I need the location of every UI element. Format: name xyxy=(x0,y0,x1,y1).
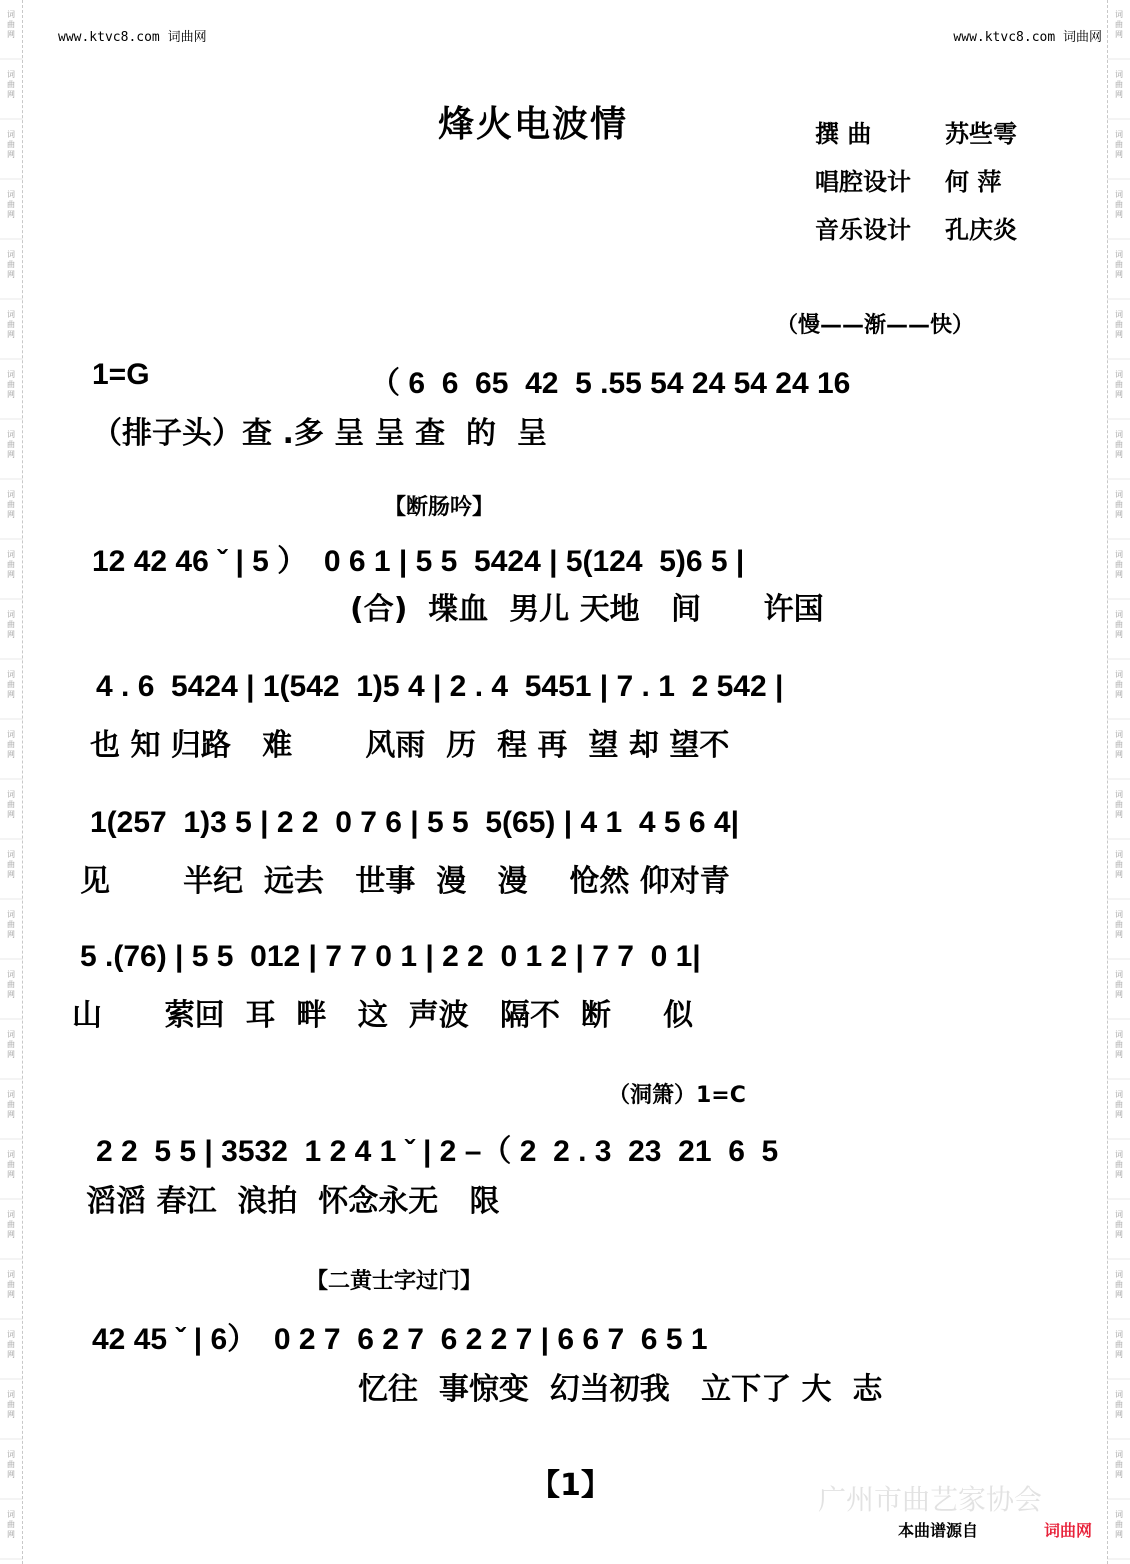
side-mark-text: 词曲网 xyxy=(7,730,15,759)
side-mark-text: 词曲网 xyxy=(7,1270,15,1299)
header-site-right[interactable]: www.ktvc8.com 词曲网 xyxy=(953,30,1102,45)
side-mark-text: 词曲网 xyxy=(1115,730,1123,759)
tempo-marking: （慢——渐——快） xyxy=(776,313,975,338)
side-mark-text: 词曲网 xyxy=(1115,130,1123,159)
side-mark-text: 词曲网 xyxy=(1115,490,1123,519)
side-mark-text: 词曲网 xyxy=(7,430,15,459)
side-mark-text: 词曲网 xyxy=(7,1510,15,1539)
side-mark-text: 词曲网 xyxy=(7,250,15,279)
side-mark-text: 词曲网 xyxy=(7,70,15,99)
side-mark-text: 词曲网 xyxy=(1115,430,1123,459)
side-mark-text: 词曲网 xyxy=(1115,670,1123,699)
credit-name: 何 萍 xyxy=(945,168,1002,196)
side-mark-text: 词曲网 xyxy=(1115,190,1123,219)
score-line-5: 5 .(76) | 5 5 012 | 7 7 0 1 | 2 2 0 1 2 | 7 7 0 1| xyxy=(80,940,701,973)
score-line-3: 4 . 6 5424 | 1(542 1)5 4 | 2 . 4 5451 | 7 . 1 2 542 | xyxy=(96,670,784,703)
side-mark-text: 词曲网 xyxy=(7,1030,15,1059)
score-line-1: （ 6 6 65 42 5 .55 54 24 54 24 16 xyxy=(370,367,851,400)
right-margin-strip xyxy=(1107,0,1130,1564)
side-mark-text: 词曲网 xyxy=(1115,1270,1123,1299)
side-mark-text: 词曲网 xyxy=(7,10,15,39)
side-mark-text: 词曲网 xyxy=(1115,1150,1123,1179)
side-mark-text: 词曲网 xyxy=(7,850,15,879)
lyric-line-5: 山 萦回 耳 畔 这 声波 隔不 断 似 xyxy=(72,998,694,1033)
lyric-line-1: （排子头）查 .多 呈 呈 查 的 呈 xyxy=(92,416,547,451)
side-mark-text: 词曲网 xyxy=(1115,1030,1123,1059)
left-margin-strip xyxy=(0,0,23,1564)
side-mark-text: 词曲网 xyxy=(1115,550,1123,579)
section-label-dongxiao: （洞箫）1=C xyxy=(608,1083,746,1108)
credit-role: 撰 曲 xyxy=(815,120,872,148)
side-mark-text: 词曲网 xyxy=(1115,610,1123,639)
score-line-7: 42 45 ˇ | 6） 0 2 7 6 2 7 6 2 2 7 | 6 6 7 6 5 1 xyxy=(92,1323,708,1356)
footer-source: 本曲谱源自 xyxy=(898,1521,979,1540)
score-line-2: 12 42 46 ˇ | 5 ） 0 6 1 | 5 5 5424 | 5(124 5)6 5 | xyxy=(92,545,745,578)
side-mark-text: 词曲网 xyxy=(7,790,15,819)
side-mark-text: 词曲网 xyxy=(7,130,15,159)
credit-name: 孔庆炎 xyxy=(945,216,1017,244)
side-mark-text: 词曲网 xyxy=(1115,1090,1123,1119)
side-mark-text: 词曲网 xyxy=(7,1450,15,1479)
side-mark-text: 词曲网 xyxy=(1115,370,1123,399)
side-mark-text: 词曲网 xyxy=(7,1090,15,1119)
footer-brand-link[interactable]: 词曲网 xyxy=(1044,1521,1093,1540)
lyric-line-4: 见 半纪 远去 世事 漫 漫 怆然 仰对青 xyxy=(80,864,730,899)
lyric-line-2: (合) 堞血 男儿 天地 间 许国 xyxy=(350,592,824,627)
side-mark-text: 词曲网 xyxy=(1115,790,1123,819)
song-title: 烽火电波情 xyxy=(438,104,629,145)
lyric-line-7: 忆往 事惊变 幻当初我 立下了 大 志 xyxy=(358,1372,883,1407)
section-label-duanchang: 【断肠吟】 xyxy=(384,495,495,520)
side-mark-text: 词曲网 xyxy=(1115,1390,1123,1419)
key-signature: 1=G xyxy=(92,358,150,391)
side-mark-text: 词曲网 xyxy=(7,610,15,639)
score-line-4: 1(257 1)3 5 | 2 2 0 7 6 | 5 5 5(65) | 4 1 4 5 6 4| xyxy=(90,806,739,839)
side-mark-text: 词曲网 xyxy=(7,310,15,339)
side-mark-text: 词曲网 xyxy=(1115,1210,1123,1239)
score-line-6: 2 2 5 5 | 3532 1 2 4 1 ˇ | 2 –（ 2 2 . 3 23 21 6 5 xyxy=(96,1135,779,1168)
side-mark-text: 词曲网 xyxy=(7,490,15,519)
lyric-line-3: 也 知 归路 难 风雨 历 程 再 望 却 望不 xyxy=(90,728,730,763)
side-mark-text: 词曲网 xyxy=(1115,1510,1123,1539)
side-mark-text: 词曲网 xyxy=(1115,850,1123,879)
credit-vocal-design xyxy=(815,162,1001,197)
side-mark-text: 词曲网 xyxy=(7,1330,15,1359)
side-mark-text: 词曲网 xyxy=(7,1150,15,1179)
side-mark-text: 词曲网 xyxy=(7,1390,15,1419)
credit-role: 唱腔设计 xyxy=(815,168,911,196)
side-mark-text: 词曲网 xyxy=(7,1210,15,1239)
watermark-text: 广州市曲艺家协会 xyxy=(818,1483,1043,1516)
credit-role: 音乐设计 xyxy=(815,216,911,244)
credit-name: 苏些雩 xyxy=(945,120,1017,148)
side-mark-text: 词曲网 xyxy=(1115,970,1123,999)
page-number: 【1】 xyxy=(530,1468,611,1503)
side-mark-text: 词曲网 xyxy=(7,370,15,399)
side-mark-text: 词曲网 xyxy=(7,910,15,939)
credit-music-design xyxy=(815,210,1017,245)
lyric-line-6: 滔滔 春江 浪拍 怀念永无 限 xyxy=(86,1184,500,1219)
section-label-erhuang: 【二黄士字过门】 xyxy=(306,1269,483,1294)
side-mark-text: 词曲网 xyxy=(1115,910,1123,939)
side-mark-text: 词曲网 xyxy=(7,970,15,999)
side-mark-text: 词曲网 xyxy=(1115,1450,1123,1479)
side-mark-text: 词曲网 xyxy=(1115,10,1123,39)
credit-composer xyxy=(815,114,1017,149)
side-mark-text: 词曲网 xyxy=(1115,310,1123,339)
side-mark-text: 词曲网 xyxy=(7,550,15,579)
header-site-left[interactable]: www.ktvc8.com 词曲网 xyxy=(58,30,207,45)
side-mark-text: 词曲网 xyxy=(1115,1330,1123,1359)
side-mark-text: 词曲网 xyxy=(1115,250,1123,279)
side-mark-text: 词曲网 xyxy=(7,190,15,219)
side-mark-text: 词曲网 xyxy=(1115,70,1123,99)
side-mark-text: 词曲网 xyxy=(7,670,15,699)
